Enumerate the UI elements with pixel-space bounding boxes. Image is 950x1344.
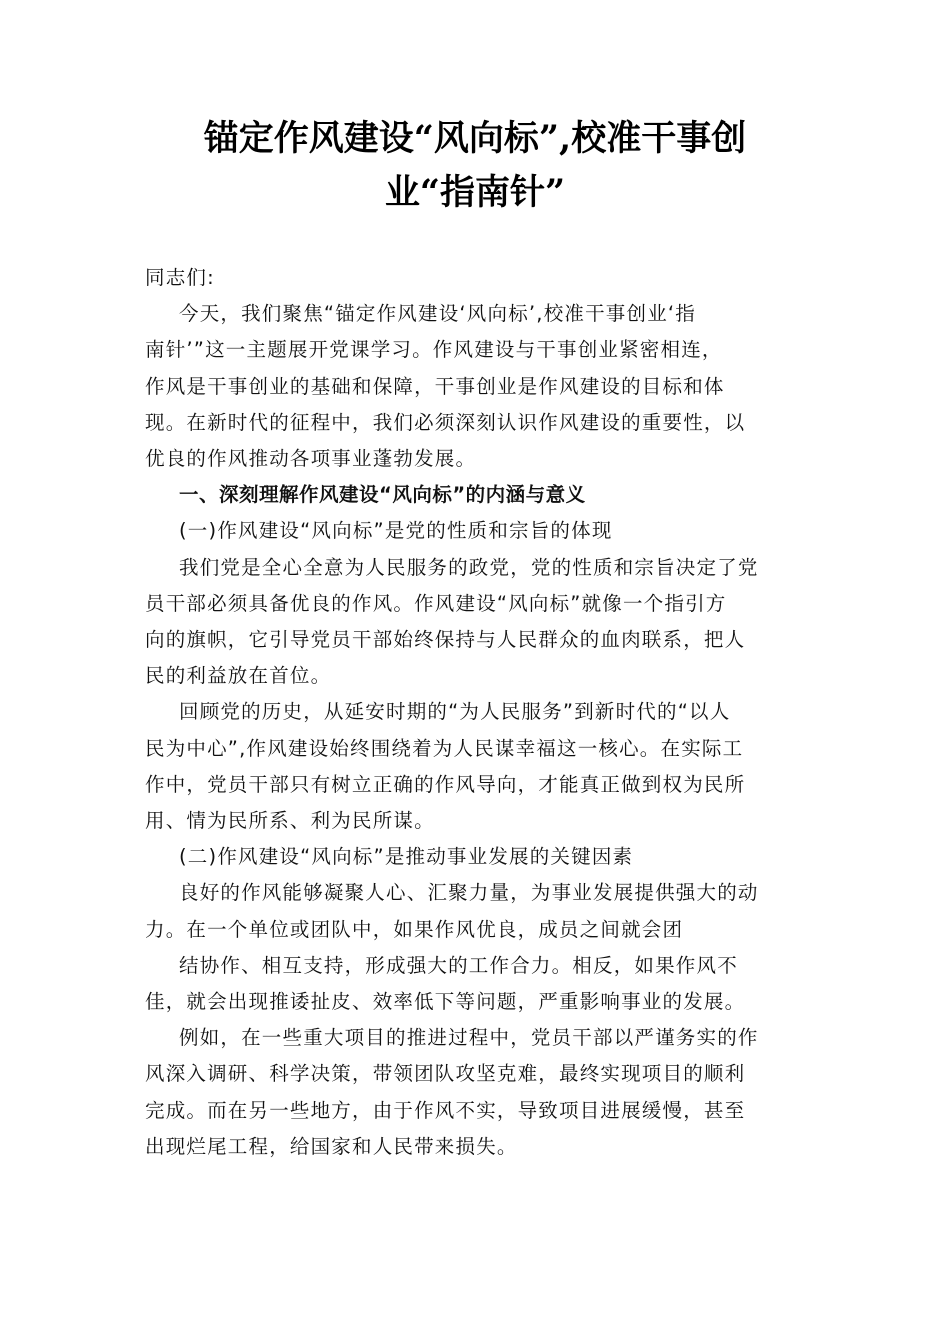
paragraph [145, 550, 810, 695]
title-line: 锚定作风建设“风向标”,校准干事创 [203, 118, 747, 159]
document-title [140, 112, 810, 220]
document-body [145, 260, 810, 1165]
text-line: 回顾党的历史，从延安时期的“为人民服务”到新时代的“以人 [179, 700, 731, 724]
paragraph-intro [145, 296, 810, 477]
subsection-heading-2: (二)作风建设“风向标”是推动事业发展的关键因素 [179, 845, 634, 869]
text-line: 南针’”这一主题展开党课学习。作风建设与干事创业紧密相连， [145, 338, 723, 362]
text-line: 民为中心”,作风建设始终围绕着为人民谋幸福这一核心。在实际工 [145, 736, 744, 760]
text-line: 良好的作风能够凝聚人心、汇聚力量，为事业发展提供强大的动 [179, 881, 759, 905]
text-line: 用、情为民所系、利为民所谋。 [145, 809, 435, 833]
text-line: 优良的作风推动各项事业蓬勃发展。 [145, 447, 477, 471]
paragraph [145, 948, 810, 1020]
text-line: 向的旗帜，它引导党员干部始终保持与人民群众的血肉联系，把人 [145, 628, 746, 652]
text-line: 我们党是全心全意为人民服务的政党，党的性质和宗旨决定了党 [179, 555, 759, 579]
subsection-heading-1: (一)作风建设“风向标”是党的性质和宗旨的体现 [179, 519, 613, 543]
text-line: 民的利益放在首位。 [145, 664, 332, 688]
text-line: 完成。而在另一些地方，由于作风不实，导致项目进展缓慢，甚至 [145, 1098, 746, 1122]
text-line: 力。在一个单位或团队中，如果作风优良，成员之间就会团 [145, 917, 684, 941]
text-line: 例如，在一些重大项目的推进过程中，党员干部以严谨务实的作 [179, 1026, 759, 1050]
text-line: 今天，我们聚焦“锚定作风建设‘风向标’,校准干事创业‘指 [179, 302, 696, 326]
text-line: 出现烂尾工程，给国家和人民带来损失。 [145, 1134, 518, 1158]
text-line: 结协作、相互支持，形成强大的工作合力。相反，如果作风不 [179, 953, 738, 977]
title-line: 业“指南针” [384, 172, 566, 213]
text-line: 佳，就会出现推诿扯皮、效率低下等问题，严重影响事业的发展。 [145, 990, 746, 1014]
text-line: 风深入调研、科学决策，带领团队攻坚克难，最终实现项目的顺利 [145, 1062, 746, 1086]
text-line: 现。在新时代的征程中，我们必须深刻认识作风建设的重要性，以 [145, 410, 746, 434]
text-line: 作中，党员干部只有树立正确的作风导向，才能真正做到权为民所 [145, 772, 746, 796]
paragraph [145, 694, 810, 839]
salutation: 同志们: [145, 266, 215, 289]
text-line: 员干部必须具备优良的作风。作风建设“风向标”就像一个指引方 [145, 591, 727, 615]
text-line: 作风是干事创业的基础和保障，干事创业是作风建设的目标和体 [145, 374, 725, 398]
paragraph [145, 875, 810, 947]
paragraph [145, 1020, 810, 1165]
section-heading-1: 一、深刻理解作风建设“风向标”的内涵与意义 [179, 483, 586, 507]
